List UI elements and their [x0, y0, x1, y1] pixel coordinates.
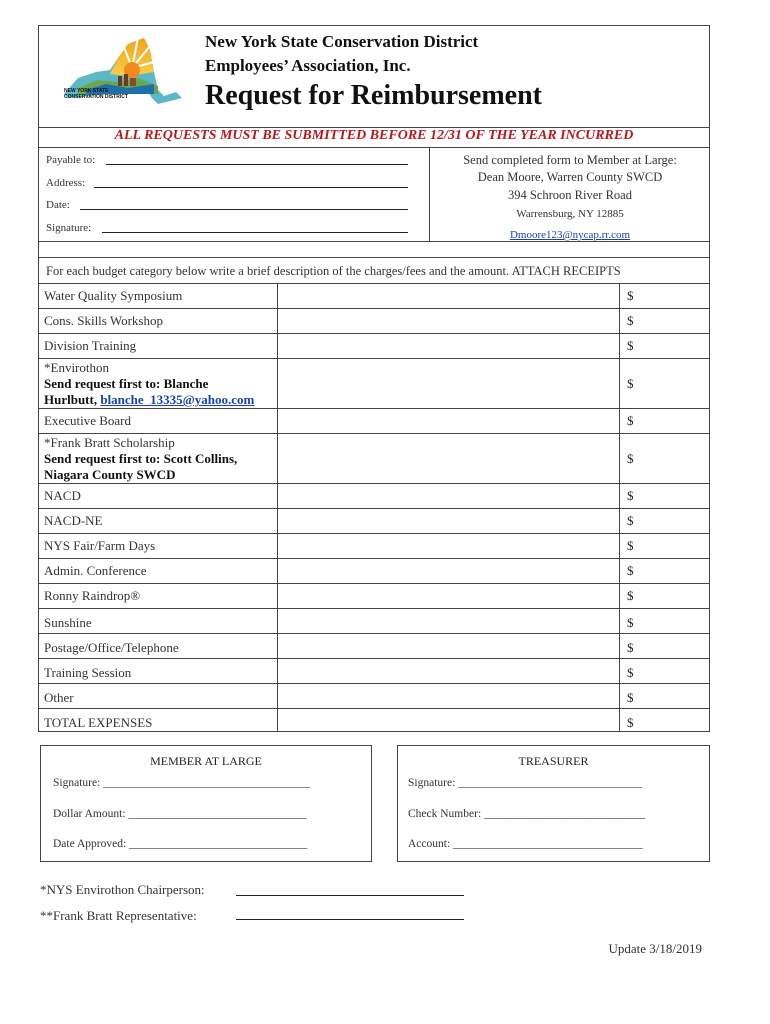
table-row	[38, 358, 710, 408]
dollar-sign: $	[627, 451, 634, 466]
send-to-line3: 394 Schroon River Road	[508, 188, 632, 202]
category-label: Admin. Conference	[44, 563, 147, 578]
send-to-line2: Dean Moore, Warren County SWCD	[477, 170, 663, 184]
member-dollar-amount-field[interactable]: Dollar Amount: _______________________________	[53, 808, 307, 820]
dollar-sign: $	[627, 338, 634, 353]
dollar-sign: $	[627, 538, 634, 553]
envirothon-send-note: Send request first to: Blanche	[44, 376, 209, 391]
column-divider	[619, 283, 620, 732]
member-box-title: MEMBER AT LARGE	[150, 754, 262, 768]
category-label: Sunshine	[44, 615, 92, 630]
category-label: NYS Fair/Farm Days	[44, 538, 156, 553]
category-label: Executive Board	[44, 413, 131, 428]
dollar-sign: $	[627, 288, 634, 303]
table-row	[38, 683, 710, 708]
table-row	[38, 533, 710, 558]
dollar-sign: $	[627, 513, 634, 528]
category-label: NACD-NE	[44, 513, 103, 528]
table-row	[38, 483, 710, 508]
page-title: Request for Reimbursement	[205, 80, 542, 111]
date-field[interactable]	[80, 209, 408, 210]
bratt-county: Niagara County SWCD	[44, 467, 176, 482]
payable-to-label: Payable to:	[46, 154, 96, 166]
divider	[38, 147, 710, 148]
org-name-line2: Employees’ Association, Inc.	[205, 56, 411, 75]
table-row	[38, 658, 710, 683]
member-at-large-box	[40, 745, 372, 862]
dollar-sign: $	[627, 313, 634, 328]
bratt-title: *Frank Bratt Scholarship	[44, 435, 175, 450]
dollar-sign: $	[627, 615, 634, 630]
treasurer-signature-field[interactable]: Signature: ________________________________	[408, 777, 643, 789]
dollar-sign: $	[627, 376, 634, 391]
category-label	[44, 360, 254, 408]
org-name-line1: New York State Conservation District	[205, 32, 479, 51]
category-label: Training Session	[44, 665, 132, 680]
table-row	[38, 633, 710, 658]
table-row	[38, 608, 710, 633]
treasurer-box	[397, 745, 710, 862]
envirothon-chair-label: *NYS Envirothon Chairperson:	[40, 882, 205, 897]
envirothon-email-link[interactable]: blanche_13335@yahoo.com	[100, 392, 255, 407]
column-divider	[277, 283, 278, 732]
address-field[interactable]	[94, 187, 408, 188]
signature-label: Signature:	[46, 222, 92, 234]
table-row	[38, 308, 710, 333]
treasurer-check-number-field[interactable]: Check Number: ____________________________	[408, 808, 646, 820]
divider	[38, 257, 710, 258]
dollar-sign: $	[627, 563, 634, 578]
send-to-line1: Send completed form to Member at Large:	[463, 153, 677, 167]
table-row	[38, 508, 710, 533]
table-row	[38, 283, 710, 308]
dollar-sign: $	[627, 690, 634, 705]
envirothon-name: Hurlbutt,	[44, 392, 101, 407]
ny-state-logo	[58, 32, 188, 114]
dollar-sign: $	[627, 665, 634, 680]
send-to-email-wrap	[430, 225, 710, 243]
envirothon-chair-field[interactable]	[236, 895, 464, 896]
dollar-sign: $	[627, 413, 634, 428]
signature-field[interactable]	[102, 232, 408, 233]
date-label: Date:	[46, 199, 70, 211]
dollar-sign: $	[627, 715, 634, 730]
category-label: Other	[44, 690, 74, 705]
category-label: Postage/Office/Telephone	[44, 640, 179, 655]
category-label: NACD	[44, 488, 81, 503]
bratt-send-note: Send request first to: Scott Collins,	[44, 451, 238, 466]
treasurer-account-field[interactable]: Account: _________________________________	[408, 838, 643, 850]
envirothon-title: *Envirothon	[44, 360, 109, 375]
category-label: Cons. Skills Workshop	[44, 313, 163, 328]
logo-text: NEW YORK STATE CONSERVATION DISTRICT	[64, 88, 128, 100]
treasurer-box-title: TREASURER	[518, 754, 589, 768]
payable-to-field[interactable]	[106, 164, 408, 165]
table-row	[38, 333, 710, 358]
table-row	[38, 583, 710, 608]
send-to-line4: Warrensburg, NY 12885	[516, 208, 624, 220]
table-row-total	[38, 708, 710, 732]
update-date: Update 3/18/2019	[608, 941, 702, 956]
table-row	[38, 433, 710, 483]
category-label: Division Training	[44, 338, 137, 353]
member-date-approved-field[interactable]: Date Approved: _______________________________	[53, 838, 308, 850]
category-label: Water Quality Symposium	[44, 288, 183, 303]
member-email-link[interactable]: Dmoore123@nycap.rr.com	[509, 229, 631, 241]
member-signature-field[interactable]: Signature: ____________________________________	[53, 777, 311, 789]
dollar-sign: $	[627, 640, 634, 655]
category-label	[44, 435, 237, 483]
dollar-sign: $	[627, 488, 634, 503]
category-label: Ronny Raindrop®	[44, 588, 141, 603]
instructions: For each budget category below write a brief description of the charges/fees and the amount. ATTACH RECEIPTS	[46, 264, 621, 278]
bratt-rep-label: **Frank Bratt Representative:	[40, 908, 197, 923]
table-row	[38, 558, 710, 583]
table-row	[38, 408, 710, 433]
dollar-sign: $	[627, 588, 634, 603]
address-label: Address:	[46, 177, 86, 189]
bratt-rep-field[interactable]	[236, 919, 464, 920]
category-label: TOTAL EXPENSES	[44, 715, 153, 730]
deadline-banner: ALL REQUESTS MUST BE SUBMITTED BEFORE 12/31 OF THE YEAR INCURRED	[114, 128, 634, 143]
